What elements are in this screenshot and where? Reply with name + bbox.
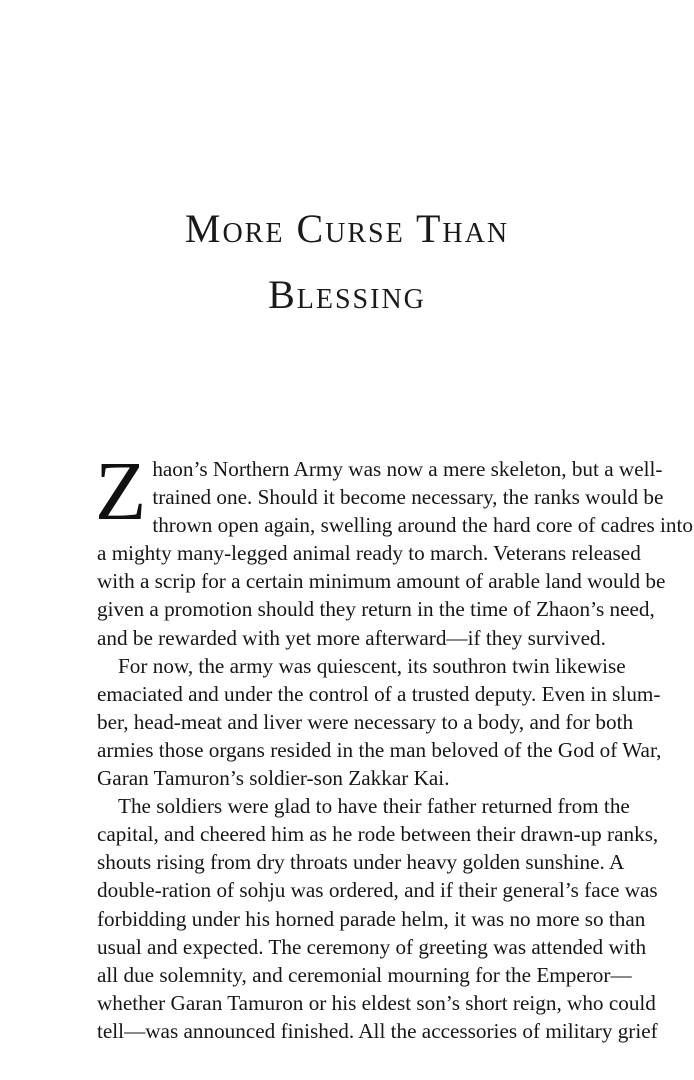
text-line: The soldiers were glad to have their father returned from the [118, 794, 630, 819]
text-line: emaciated and under the control of a trusted deputy. Even in slum- [97, 681, 661, 706]
text-line: a mighty many-legged animal ready to march. Veterans released [97, 541, 641, 566]
text-line: ber, head-meat and liver were necessary to a body, and for both [97, 709, 634, 734]
text-line: For now, the army was quiescent, its southron twin likewise [118, 653, 626, 678]
text-line: haon’s Northern Army was now a mere skeleton, but a well- [152, 457, 663, 481]
text-line: whether Garan Tamuron or his eldest son’s short reign, who could [97, 990, 656, 1015]
text-line: with a scrip for a certain minimum amount of arable land would be [97, 569, 666, 594]
text-line: armies those organs resided in the man beloved of the God of War, [97, 737, 662, 762]
drop-cap: Z [95, 445, 147, 538]
chapter-body [95, 445, 694, 1045]
text-line: and be rewarded with yet more afterward—if they survived. [97, 625, 606, 650]
text-line: thrown open again, swelling around the hard core of cadres into [152, 513, 694, 538]
text-line: Garan Tamuron’s soldier-son Zakkar Kai. [97, 766, 450, 791]
paragraph-3 [97, 792, 657, 1045]
chapter-title-line-1: More Curse Than [184, 206, 510, 251]
paragraph-2 [97, 652, 662, 792]
text-line: usual and expected. The ceremony of greeting was attended with [97, 934, 647, 959]
text-line: all due solemnity, and ceremonial mourning for the Emperor— [97, 962, 632, 987]
text-line: capital, and cheered him as he rode between their drawn-up ranks, [97, 822, 659, 847]
text-line: shouts rising from dry throats under heavy golden sunshine. A [97, 850, 625, 875]
chapter-title-line-2: Blessing [268, 272, 426, 317]
text-line: tell—was announced finished. All the accessories of military grief [97, 1018, 658, 1043]
text-line: double-ration of sohju was ordered, and if their general’s face was [97, 878, 658, 903]
chapter-title [0, 196, 694, 328]
text-line: given a promotion should they return in the time of Zhaon’s need, [97, 597, 655, 622]
text-line: forbidding under his horned parade helm, it was no more so than [97, 906, 646, 931]
paragraph-1 [95, 445, 694, 652]
text-line: trained one. Should it become necessary, the ranks would be [152, 485, 664, 510]
